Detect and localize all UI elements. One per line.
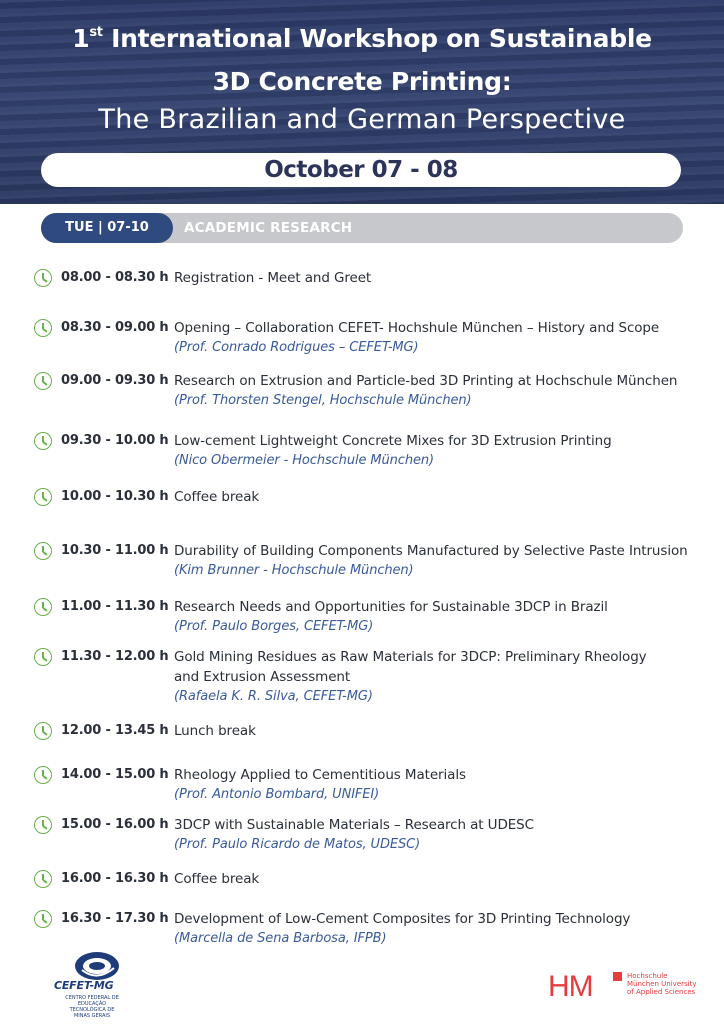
session-speaker: (Prof. Thorsten Stengel, Hochschule München): [174, 393, 472, 408]
session-time: 14.00 - 15.00 h: [61, 767, 169, 782]
hm-logo-square: [613, 972, 622, 981]
date-badge: October 07 - 08: [41, 153, 681, 187]
clock-icon: [34, 870, 52, 888]
session-title: Research on Extrusion and Particle-bed 3D Printing at Hochschule München: [174, 373, 678, 389]
subtitle: The Brazilian and German Perspective: [98, 104, 626, 135]
session-time: 10.00 - 10.30 h: [61, 489, 169, 504]
clock-icon: [34, 372, 52, 390]
session-time: 11.30 - 12.00 h: [61, 649, 169, 664]
session-time: 12.00 - 13.45 h: [61, 723, 169, 738]
session-speaker: (Prof. Paulo Ricardo de Matos, UDESC): [174, 837, 421, 852]
session-speaker: (Kim Brunner - Hochschule München): [174, 563, 414, 578]
session-title: Registration - Meet and Greet: [174, 270, 372, 286]
session-time: 16.00 - 16.30 h: [61, 871, 169, 886]
hm-logo: HM: [548, 970, 593, 1003]
session-time: 08.30 - 09.00 h: [61, 320, 169, 335]
session-speaker: (Prof. Paulo Borges, CEFET-MG): [174, 619, 374, 634]
session-title: Lunch break: [174, 723, 256, 739]
session-title: Development of Low-Cement Composites for 3D Printing Technology: [174, 911, 631, 927]
title-line-1: 1st International Workshop on Sustainable: [72, 24, 652, 53]
clock-icon: [34, 269, 52, 287]
session-title: Coffee break: [174, 871, 260, 887]
session-title: 3DCP with Sustainable Materials – Research at UDESC: [174, 817, 534, 833]
session-speaker: (Prof. Conrado Rodrigues – CEFET-MG): [174, 340, 419, 355]
session-title: Opening – Collaboration CEFET- Hochshule München – History and Scope: [174, 320, 660, 336]
clock-icon: [34, 432, 52, 450]
session-time: 09.30 - 10.00 h: [61, 433, 169, 448]
clock-icon: [34, 488, 52, 506]
session-title: Gold Mining Residues as Raw Materials for 3DCP: Preliminary Rheology and Extrusion Assessment: [174, 649, 647, 685]
day-title: ACADEMIC RESEARCH: [184, 220, 353, 236]
day-label: TUE | 07-10: [41, 213, 173, 243]
session-title: Research Needs and Opportunities for Sustainable 3DCP in Brazil: [174, 599, 608, 615]
session-title: Coffee break: [174, 489, 260, 505]
cefet-subtitle: CENTRO FEDERAL DE EDUCAÇÃO TECNOLÓGICA DE MINAS GERAIS: [65, 995, 119, 1019]
cefet-wordmark: CEFET-MG: [54, 979, 114, 992]
session-speaker: (Marcella de Sena Barbosa, IFPB): [174, 931, 387, 946]
session-time: 11.00 - 11.30 h: [61, 599, 169, 614]
session-title: Rheology Applied to Cementitious Materials: [174, 767, 466, 783]
clock-icon: [34, 722, 52, 740]
session-time: 16.30 - 17.30 h: [61, 911, 169, 926]
clock-icon: [34, 598, 52, 616]
session-speaker: (Prof. Antonio Bombard, UNIFEI): [174, 787, 380, 802]
session-time: 15.00 - 16.00 h: [61, 817, 169, 832]
clock-icon: [34, 910, 52, 928]
session-title: Durability of Building Components Manufactured by Selective Paste Intrusion: [174, 543, 688, 559]
session-time: 08.00 - 08.30 h: [61, 270, 169, 285]
session-time: 10.30 - 11.00 h: [61, 543, 169, 558]
clock-icon: [34, 766, 52, 784]
header-banner: [0, 0, 724, 204]
title-line-2: 3D Concrete Printing:: [212, 67, 512, 96]
clock-icon: [34, 816, 52, 834]
clock-icon: [34, 542, 52, 560]
session-speaker: (Rafaela K. R. Silva, CEFET-MG): [174, 689, 373, 704]
clock-icon: [34, 319, 52, 337]
hm-caption: Hochschule München University of Applied Sciences: [627, 972, 697, 996]
clock-icon: [34, 648, 52, 666]
session-time: 09.00 - 09.30 h: [61, 373, 169, 388]
session-speaker: (Nico Obermeier - Hochschule München): [174, 453, 434, 468]
session-title: Low-cement Lightweight Concrete Mixes for 3D Extrusion Printing: [174, 433, 612, 449]
